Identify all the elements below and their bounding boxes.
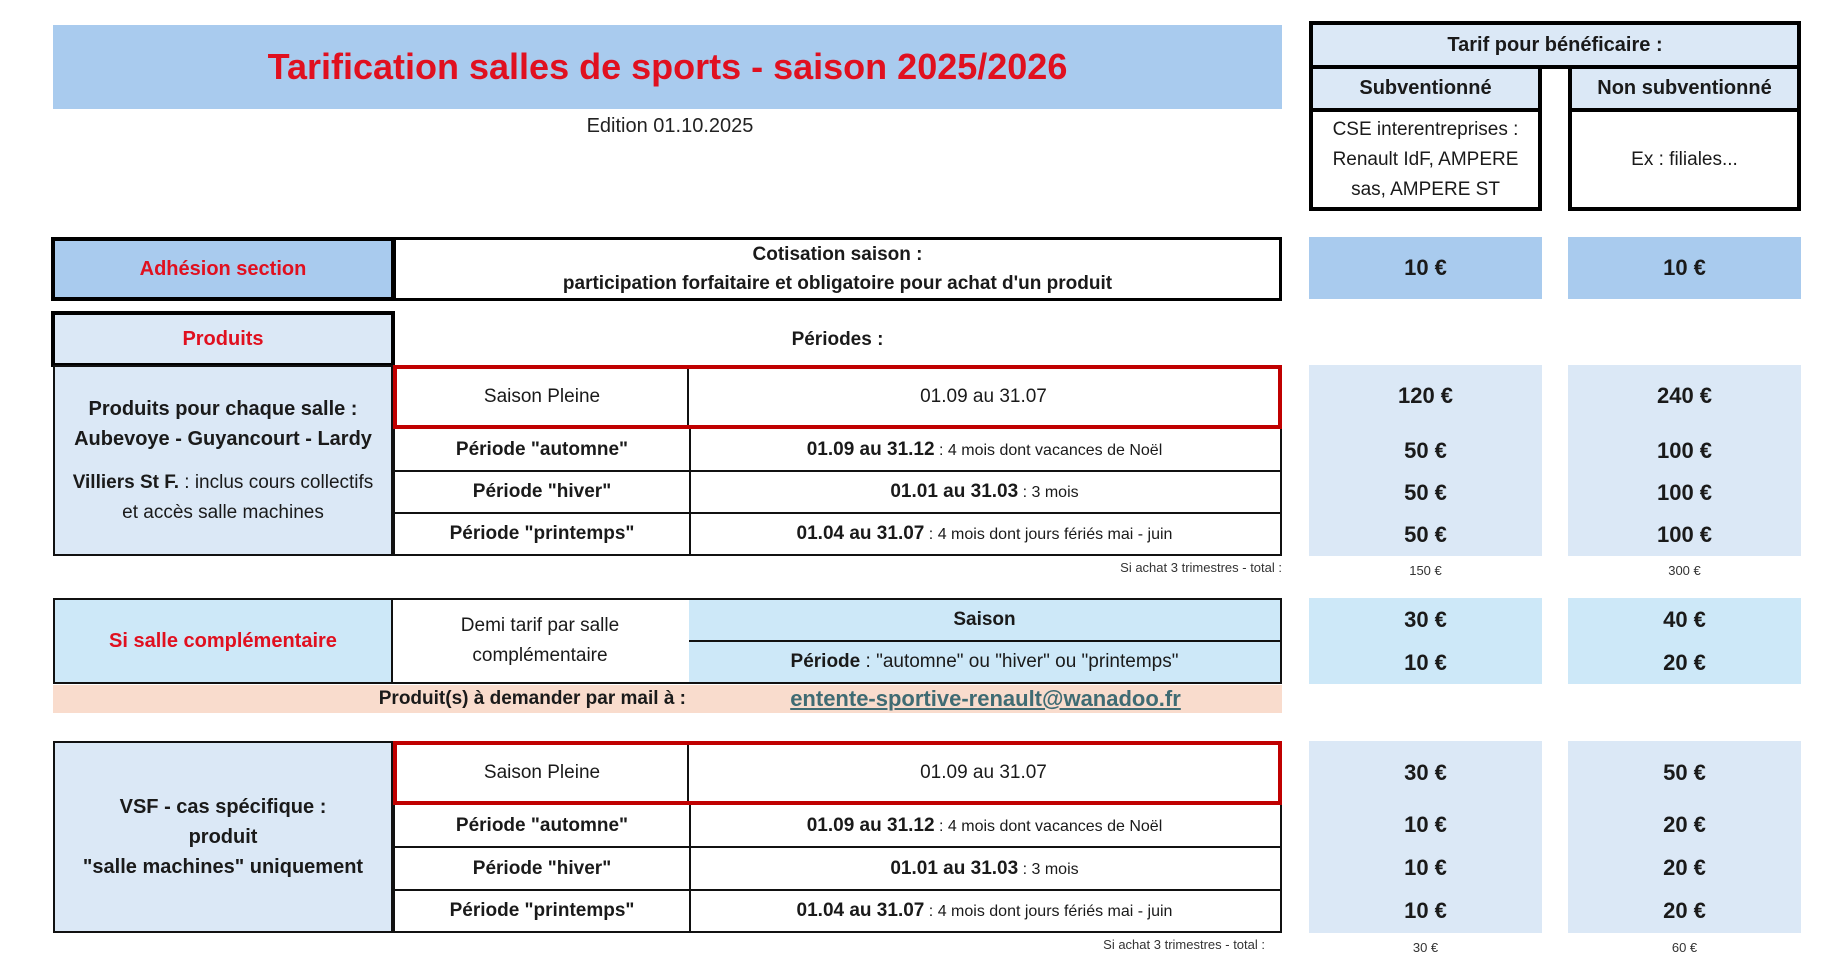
vsf-price-non-4: 20 €	[1663, 898, 1706, 923]
produits-price-sub-1: 120 €	[1397, 383, 1454, 408]
adhesion-price-unsubsidized: 10 €	[1568, 237, 1801, 299]
produits-price-sub-3: 50 €	[1404, 480, 1447, 505]
complementaire-periode-price-sub: 10 €	[1404, 650, 1447, 675]
produits-price-non-4: 100 €	[1656, 522, 1713, 547]
unsubsidized-description: Ex : filiales...	[1568, 108, 1801, 211]
complementaire-periode-price-non: 20 €	[1663, 650, 1706, 675]
produits-group-description: Produits pour chaque salle : Aubevoye - Guyancourt - Lardy Villiers St F. : inclus cours collectifs et accès salle machines	[53, 365, 393, 556]
title-banner	[53, 25, 1282, 109]
vsf-price-sub-1: 30 €	[1404, 760, 1447, 785]
produits-price-sub-4: 50 €	[1404, 522, 1447, 547]
vsf-total-subsidized: 30 €	[1412, 939, 1439, 955]
produits-row-1-dates: 01.09 au 31.07	[920, 386, 1047, 407]
vsf-row-4-period: Période "printemps"	[393, 891, 691, 933]
edition-date: Edition 01.10.2025	[586, 114, 754, 137]
complementaire-middle: Demi tarif par salle complémentaire	[391, 598, 691, 684]
complementaire-label: Si salle complémentaire	[53, 598, 393, 684]
vsf-row-2-period: Période "automne"	[393, 805, 691, 848]
vsf-price-non-2: 20 €	[1663, 812, 1706, 837]
vsf-price-sub-3: 10 €	[1404, 855, 1447, 880]
complementaire-saison-price-non: 40 €	[1663, 607, 1706, 632]
vsf-group-description: VSF - cas spécifique : produit "salle machines" uniquement	[53, 741, 393, 933]
produits-total-subsidized: 150 €	[1409, 562, 1442, 578]
periodes-label: Périodes :	[791, 329, 884, 350]
produits-total-unsubsidized: 300 €	[1668, 562, 1701, 578]
adhesion-description: Cotisation saison : participation forfaitaire et obligatoire pour achat d'un produit	[393, 237, 1282, 301]
unsubsidized-column-header: Non subventionné	[1568, 65, 1801, 112]
vsf-price-sub-4: 10 €	[1404, 898, 1447, 923]
complementaire-saison-price-sub: 30 €	[1404, 607, 1447, 632]
produits-price-non-1: 240 €	[1656, 383, 1713, 408]
vsf-row-1-dates: 01.09 au 31.07	[920, 762, 1047, 783]
vsf-row-2-dates: 01.09 au 31.12 : 4 mois dont vacances de Noël	[689, 805, 1282, 848]
subsidized-column-header: Subventionné	[1309, 65, 1542, 112]
adhesion-label: Adhésion section	[51, 237, 395, 301]
complementaire-periode: Période : "automne" ou "hiver" ou "printemps"	[689, 642, 1282, 684]
produits-price-sub-2: 50 €	[1404, 438, 1447, 463]
subsidized-description: CSE interentreprises : Renault IdF, AMPERE sas, AMPERE ST	[1309, 108, 1542, 211]
vsf-row-3-dates: 01.01 au 31.03 : 3 mois	[689, 848, 1282, 891]
produits-row-2-dates: 01.09 au 31.12 : 4 mois dont vacances de Noël	[689, 429, 1282, 472]
produits-row-2-period: Période "automne"	[393, 429, 691, 472]
produits-row-4-dates: 01.04 au 31.07 : 4 mois dont jours fériés mai - juin	[689, 514, 1282, 556]
mail-label: Produit(s) à demander par mail à :	[378, 688, 686, 709]
page-title: Tarification salles de sports - saison 2025/2026	[267, 46, 1068, 87]
vsf-price-sub-2: 10 €	[1404, 812, 1447, 837]
contact-email-link[interactable]: entente-sportive-renault@wanadoo.fr	[790, 686, 1181, 711]
produits-label: Produits	[51, 311, 395, 367]
vsf-row-3-period: Période "hiver"	[393, 848, 691, 891]
vsf-total-label: Si achat 3 trimestres - total :	[1103, 937, 1265, 952]
vsf-total-unsubsidized: 60 €	[1671, 939, 1698, 955]
produits-row-4-period: Période "printemps"	[393, 514, 691, 556]
produits-price-non-2: 100 €	[1656, 438, 1713, 463]
complementaire-saison: Saison	[689, 598, 1282, 642]
vsf-price-non-3: 20 €	[1663, 855, 1706, 880]
produits-total-label: Si achat 3 trimestres - total :	[1120, 560, 1282, 575]
beneficiary-header: Tarif pour bénéficaire :	[1309, 21, 1801, 69]
vsf-row-4-dates: 01.04 au 31.07 : 4 mois dont jours fériés mai - juin	[689, 891, 1282, 933]
produits-row-1-period: Saison Pleine	[397, 369, 689, 425]
produits-price-non-3: 100 €	[1656, 480, 1713, 505]
produits-row-3-period: Période "hiver"	[393, 472, 691, 514]
vsf-row-1-period: Saison Pleine	[397, 745, 689, 801]
vsf-price-non-1: 50 €	[1663, 760, 1706, 785]
adhesion-price-subsidized: 10 €	[1309, 237, 1542, 299]
produits-row-3-dates: 01.01 au 31.03 : 3 mois	[689, 472, 1282, 514]
